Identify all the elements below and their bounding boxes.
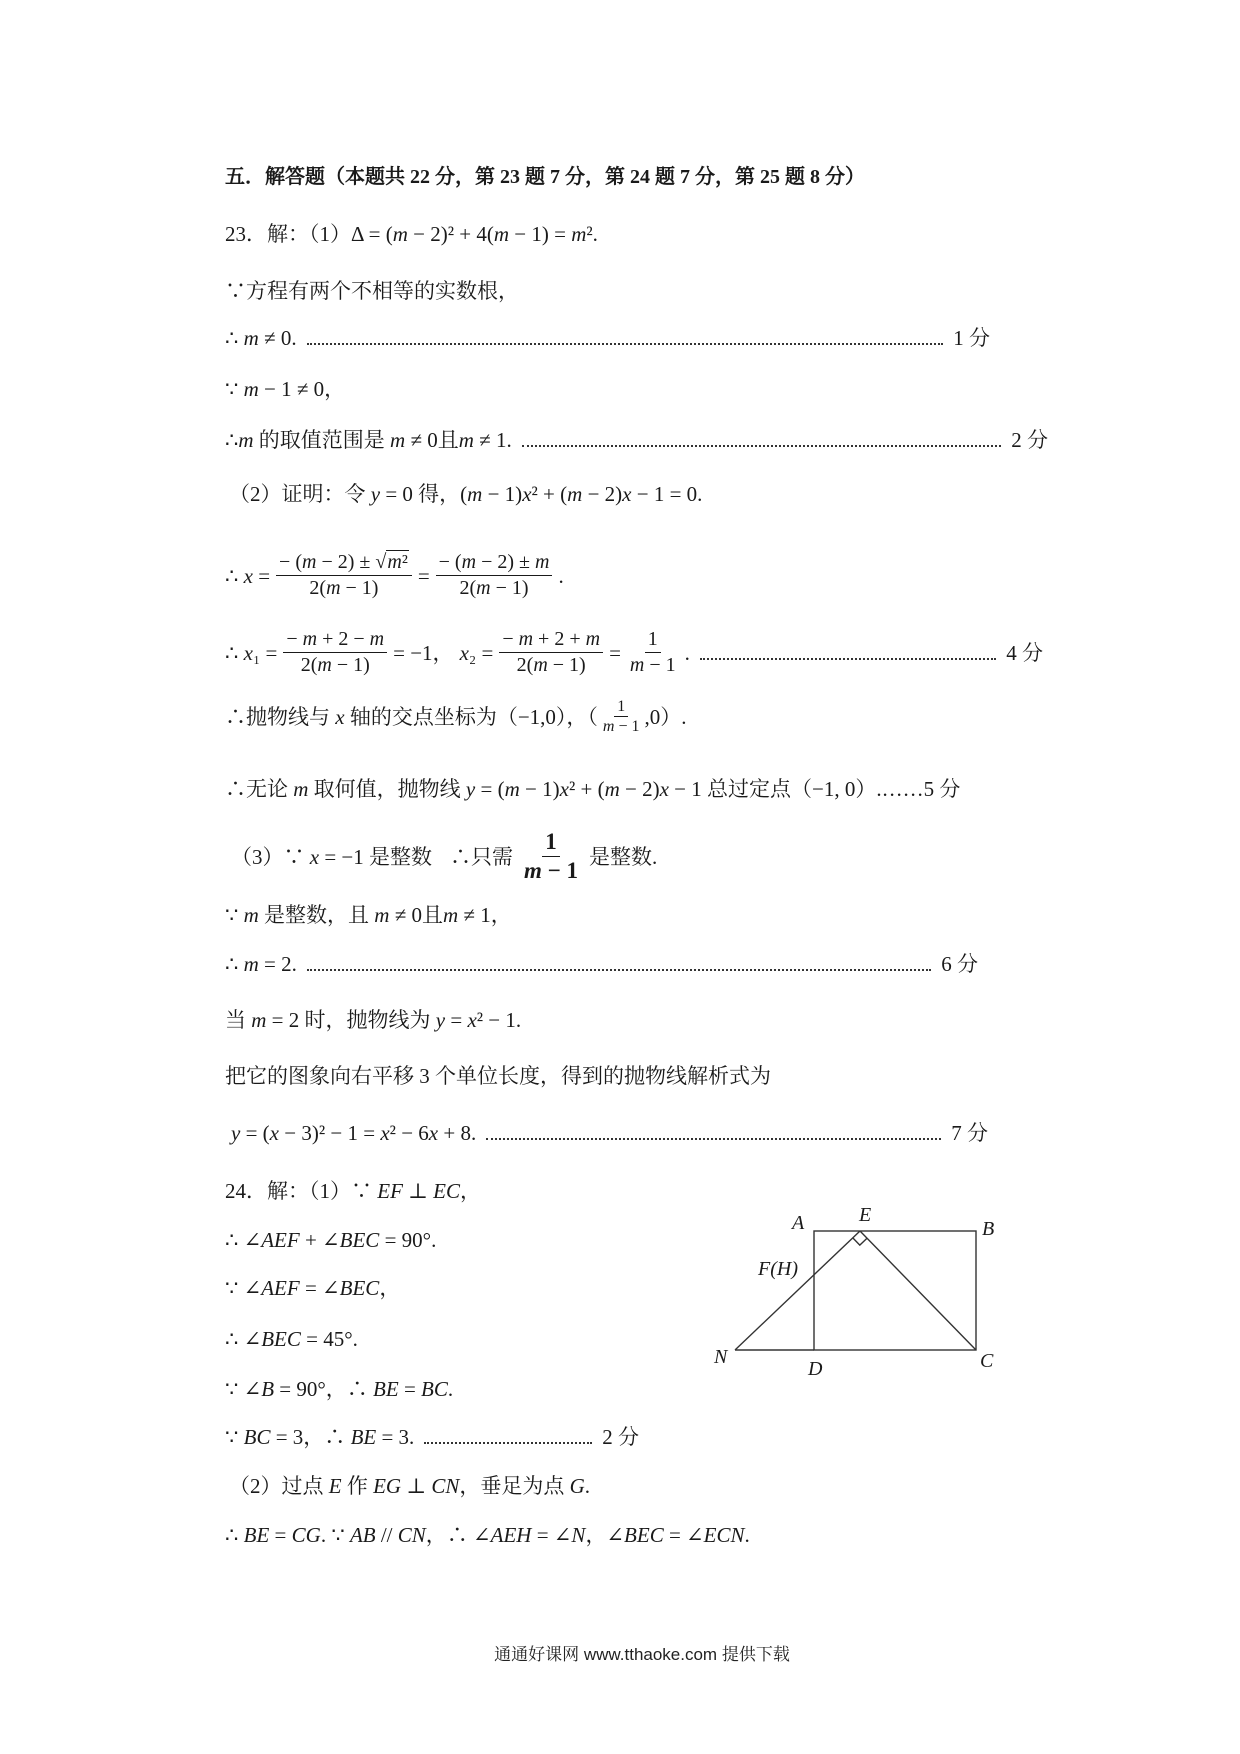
fraction-numerator: − m + 2 + m (499, 627, 603, 653)
q23-part-3-line (231, 828, 657, 885)
formula-tail: . (558, 563, 564, 588)
score-4: 4 分 (1006, 640, 1043, 665)
q23-fixed-point-line (225, 776, 960, 802)
fraction-x2 (499, 627, 603, 678)
score-5: ……5 分 (881, 777, 961, 801)
page-footer: 通通好课网 www.tthaoke.com 提供下载 (494, 1645, 790, 1664)
q24-line-7: （2）过点 E 作 EG ⊥ CN，垂足为点 G. (229, 1474, 591, 1498)
segment-ne (735, 1231, 860, 1350)
x1-result: = −1， (393, 640, 454, 665)
q23-line-3 (225, 325, 990, 351)
q24-line-4: ∴ ∠BEC = 45°. (225, 1327, 358, 1351)
fraction-x1 (283, 627, 387, 678)
equals-sign: = (417, 563, 430, 588)
fraction-denominator: m − 1 (629, 654, 676, 676)
segment-ec (860, 1231, 976, 1350)
fraction-point (600, 697, 643, 736)
fraction-numerator: − (m − 2) ± m (436, 550, 553, 576)
fraction-numerator: 1 (542, 828, 560, 857)
fraction-simplified (436, 550, 553, 601)
formula-tail: . (684, 640, 690, 665)
part-3-lead-2: ∴只需 (450, 844, 514, 869)
x2-lead: x₂ = (459, 640, 494, 665)
fraction-denominator: 2(m − 1) (459, 577, 529, 599)
dot-leader (424, 1442, 592, 1444)
fraction-denominator: m − 1 (602, 718, 640, 735)
label-b: B (982, 1218, 995, 1240)
score-2: 2 分 (1011, 428, 1048, 452)
q24-line-3: ∵ ∠AEF = ∠BEC， (225, 1276, 401, 1300)
q23-line-13-text: ∴ m = 2. (225, 952, 297, 976)
part-3-tail: 是整数. (589, 844, 658, 869)
q23-line-5 (225, 427, 1048, 453)
q23-line-4: ∵ m − 1 ≠ 0， (225, 377, 346, 401)
q24-line-6 (225, 1424, 639, 1450)
q23-line-2: ∵方程有两个不相等的实数根， (225, 279, 519, 303)
q23-roots-values (225, 627, 1043, 678)
label-e: E (859, 1204, 872, 1226)
intersection-tail: ,0）. (644, 704, 687, 729)
fraction-numerator (276, 550, 412, 576)
fraction-numerator: 1 (614, 697, 628, 717)
fraction-x2-result (627, 627, 679, 678)
q23-line-5-text: ∴m 的取值范围是 m ≠ 0且m ≠ 1. (225, 428, 512, 452)
q23-intersection-points (225, 697, 687, 736)
sqrt-sign: √ (375, 551, 387, 573)
q23-discriminant: Δ = (m − 2)² + 4(m − 1) = m². (351, 222, 598, 246)
q23-part-2-line: （2）证明：令 y = 0 得，(m − 1)x² + (m − 2)x − 1 = 0. (229, 482, 703, 506)
rectangle-abcd (814, 1231, 976, 1350)
label-a: A (792, 1212, 805, 1234)
score-6: 6 分 (941, 952, 978, 976)
q23-roots-formula (225, 550, 564, 601)
label-c: C (980, 1350, 994, 1372)
dot-leader (700, 658, 996, 660)
label-n: N (714, 1346, 728, 1368)
section-heading: 五．解答题（本题共 22 分，第 23 题 7 分，第 24 题 7 分，第 25 题 8 分） (225, 166, 865, 188)
q23-line-16 (231, 1120, 988, 1146)
fraction-denominator: m − 1 (524, 858, 579, 883)
radicand: m² (387, 551, 408, 573)
numerator-text: − (m − 2) ± (279, 551, 371, 573)
score-7: 7 分 (951, 1121, 988, 1145)
fraction-numerator: − m + 2 − m (283, 627, 387, 653)
formula-lead: ∴ x = (225, 563, 271, 588)
label-fh: F(H) (758, 1258, 798, 1280)
q24-line-1: 24．解：（1）∵ EF ⊥ EC， (225, 1179, 481, 1203)
intersection-lead: ∴抛物线与 x 轴的交点坐标为（−1,0），（ (225, 704, 598, 729)
geometry-figure (700, 1195, 1010, 1380)
q23-line-14: 当 m = 2 时，抛物线为 y = x² − 1. (225, 1008, 522, 1032)
dot-leader (307, 343, 944, 345)
q23-line-12: ∵ m 是整数，且 m ≠ 0且m ≠ 1， (225, 903, 512, 927)
q23-line-13 (225, 951, 978, 977)
fraction-denominator: 2(m − 1) (516, 654, 586, 676)
q24-line-6-text: ∵ BC = 3，∴ BE = 3. (225, 1425, 415, 1449)
q24-line-5: ∵ ∠B = 90°，∴ BE = BC. (225, 1377, 454, 1401)
q23-line-15: 把它的图象向右平移 3 个单位长度，得到的抛物线解析式为 (225, 1064, 771, 1088)
fraction-integer-condition (521, 828, 581, 885)
q24-line-8: ∴ BE = CG. ∵ AB // CN，∴ ∠AEH = ∠N，∠BEC = ∠ECN. (225, 1523, 750, 1547)
dot-leader (307, 969, 931, 971)
right-angle-mark (853, 1238, 867, 1245)
shifted-parabola: y = (x − 3)² − 1 = x² − 6x + 8. (231, 1121, 477, 1145)
score-2: 2 分 (602, 1425, 639, 1449)
q23-line-3-text: ∴ m ≠ 0. (225, 326, 297, 350)
equals-sign: = (609, 640, 621, 665)
dot-leader (486, 1138, 941, 1140)
fraction-numerator: 1 (645, 627, 661, 653)
x1-lead: ∴ x₁ = (225, 640, 278, 665)
fraction-denominator: 2(m − 1) (309, 577, 379, 599)
q24-line-2: ∴ ∠AEF + ∠BEC = 90°. (225, 1228, 437, 1252)
dot-leader (522, 445, 1002, 447)
q23-line-1 (225, 221, 598, 247)
fraction-denominator: 2(m − 1) (300, 654, 370, 676)
fraction-quadratic-formula (276, 550, 412, 601)
part-3-lead: （3）∵ x = −1 是整数 (231, 844, 433, 869)
fixed-point-text: ∴无论 m 取何值，抛物线 y = (m − 1)x² + (m − 2)x − 1 总过定点（−1, 0）. (225, 777, 882, 801)
label-d: D (808, 1358, 823, 1380)
q23-prefix: 23．解：（1） (225, 222, 351, 246)
score-1: 1 分 (953, 326, 990, 350)
